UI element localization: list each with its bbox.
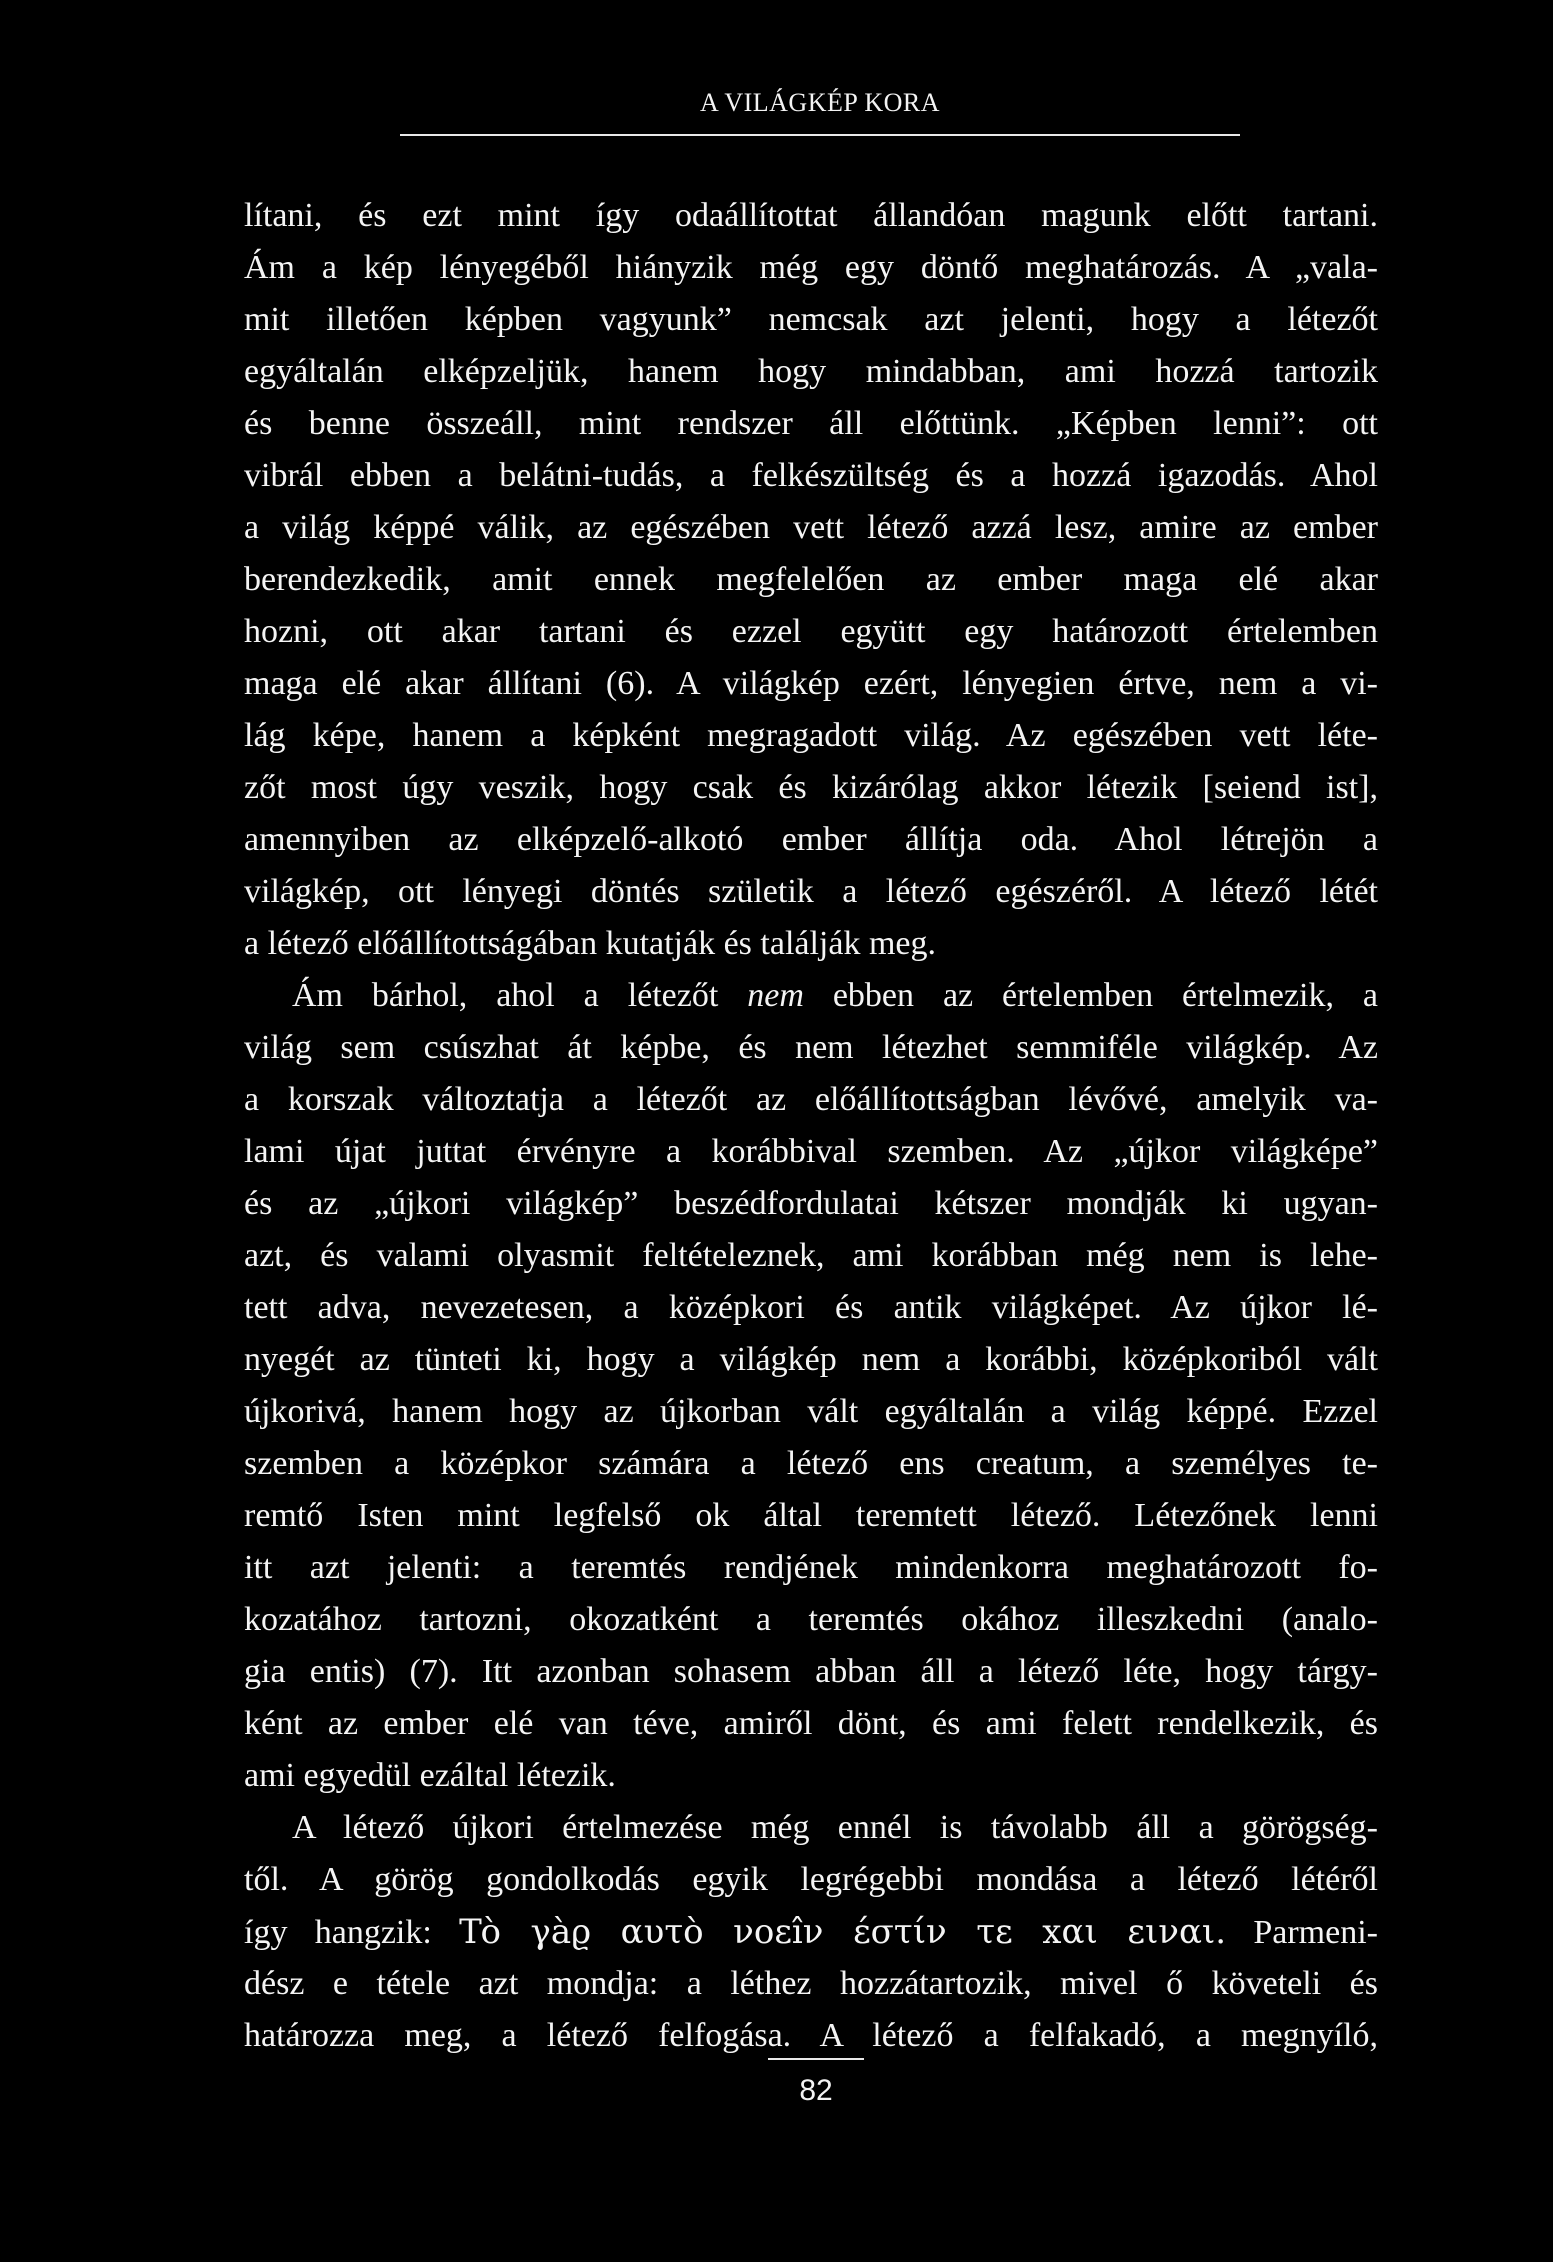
text-line: lítani, és ezt mint így odaállítottat állandóan magunk előtt tartani.: [244, 197, 1378, 234]
text-line: a korszak változtatja a létezőt az előállítottságban lévővé, amelyik va-: [244, 1081, 1378, 1118]
footer-rule: [768, 2058, 864, 2060]
text-line-with-greek: [244, 1906, 1378, 1958]
text-line: ami egyedül ezáltal létezik.: [244, 1757, 616, 1794]
header-rule: [400, 134, 1240, 136]
text-line: és az „újkori világkép” beszédfordulatai kétszer mondják ki ugyan-: [244, 1185, 1378, 1222]
text-line: remtő Isten mint legfelső ok által teremtett létező. Létezőnek lenni: [244, 1497, 1378, 1534]
text-line: lág képe, hanem a képként megragadott világ. Az egészében vett léte-: [244, 717, 1378, 754]
text-line: től. A görög gondolkodás egyik legrégebbi mondása a létező létéről: [244, 1861, 1378, 1898]
text-line: gia entis) (7). Itt azonban sohasem abban áll a létező léte, hogy tárgy-: [244, 1653, 1378, 1690]
page-number: 82: [799, 2074, 833, 2107]
text-line: A létező újkori értelmezése még ennél is távolabb áll a görögség-: [292, 1809, 1378, 1846]
text-line: szemben a középkor számára a létező ens creatum, a személyes te-: [244, 1445, 1378, 1482]
text-line: berendezkedik, amit ennek megfelelően az ember maga elé akar: [244, 561, 1378, 598]
text-line: zőt most úgy veszik, hogy csak és kizárólag akkor létezik [seiend ist],: [244, 769, 1378, 806]
text-line: tett adva, nevezetesen, a középkori és antik világképet. Az újkor lé-: [244, 1289, 1378, 1326]
running-head: A VILÁGKÉP KORA: [699, 88, 941, 117]
text-line: Ám a kép lényegéből hiányzik még egy döntő meghatározás. A „vala-: [244, 249, 1378, 286]
text-line: itt azt jelenti: a teremtés rendjének mindenkorra meghatározott fo-: [244, 1549, 1378, 1586]
text-line: világkép, ott lényegi döntés születik a létező egészéről. A létező létét: [244, 873, 1378, 910]
text-fragment: ebben az értelemben értelmezik, a: [803, 977, 1378, 1014]
text-line: lami újat juttat érvényre a korábbival szemben. Az „újkor világképe”: [244, 1133, 1378, 1170]
text-line: világ sem csúszhat át képbe, és nem létezhet semmiféle világkép. Az: [244, 1029, 1378, 1066]
text-line: határozza meg, a létező felfogása. A létező a felfakadó, a megnyíló,: [244, 2017, 1378, 2054]
text-line: maga elé akar állítani (6). A világkép ezért, lényegien értve, nem a vi-: [244, 665, 1378, 702]
text-line: azt, és valami olyasmit feltételeznek, ami korábban még nem is lehe-: [244, 1237, 1378, 1274]
text-line: egyáltalán elképzeljük, hanem hogy mindabban, ami hozzá tartozik: [244, 353, 1378, 390]
text-line: mit illetően képben vagyunk” nemcsak azt jelenti, hogy a létezőt: [244, 301, 1378, 338]
text-line-with-emphasis: [244, 970, 1378, 1022]
text-line: dész e tétele azt mondja: a léthez hozzátartozik, mivel ő követeli és: [244, 1965, 1378, 2002]
text-line: vibrál ebben a belátni-tudás, a felkészültség és a hozzá igazodás. Ahol: [244, 457, 1378, 494]
text-line: újkorivá, hanem hogy az újkorban vált egyáltalán a világ képpé. Ezzel: [244, 1393, 1378, 1430]
text-line: és benne összeáll, mint rendszer áll előttünk. „Képben lenni”: ott: [244, 405, 1378, 442]
text-line: a világ képpé válik, az egészében vett létező azzá lesz, amire az ember: [244, 509, 1378, 546]
greek-quote: Tò γàϱ αυτò νοεîν έστίν τε xαι ειναι.: [459, 1912, 1227, 1952]
text-line: kozatához tartozni, okozatként a teremtés okához illeszkedni (analo-: [244, 1601, 1378, 1638]
text-fragment: így hangzik:: [244, 1914, 460, 1951]
body-text: [244, 190, 1378, 2062]
text-line: hozni, ott akar tartani és ezzel együtt egy határozott értelemben: [244, 613, 1378, 650]
text-line: amennyiben az elképzelő-alkotó ember állítja oda. Ahol létrejön a: [244, 821, 1378, 858]
text-line: a létező előállítottságában kutatják és találják meg.: [244, 925, 937, 962]
emphasis-word: nem: [747, 977, 804, 1014]
text-fragment: Ám bárhol, ahol a létezőt: [292, 977, 748, 1014]
text-line: ként az ember elé van téve, amiről dönt, és ami felett rendelkezik, és: [244, 1705, 1378, 1742]
text-fragment: Parmeni-: [1226, 1914, 1378, 1951]
text-line: nyegét az tünteti ki, hogy a világkép nem a korábbi, középkoriból vált: [244, 1341, 1378, 1378]
